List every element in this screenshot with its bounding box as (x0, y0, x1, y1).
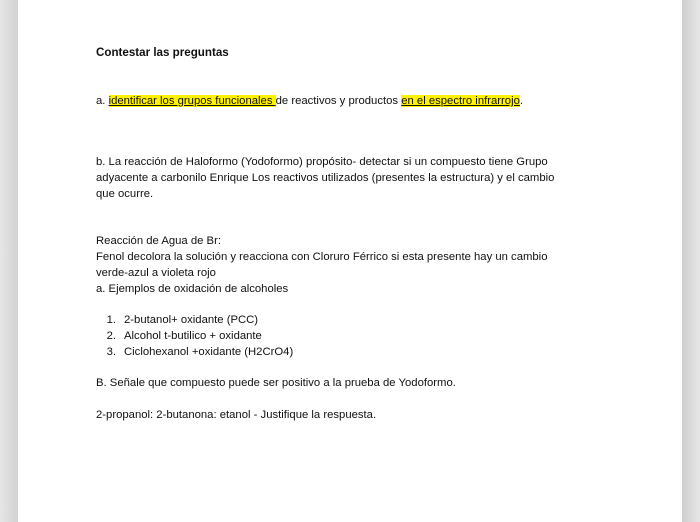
section-line-1: Reacción de Agua de Br: (96, 235, 221, 247)
list-item-text: Ciclohexanol +oxidante (H2CrO4) (124, 346, 294, 358)
question-a-end: . (519, 95, 524, 107)
section-line-4: a. Ejemplos de oxidación de alcoholes (96, 283, 289, 295)
page-title: Contestar las preguntas (96, 46, 229, 59)
question-a-highlight-1: identificar los grupos funcionales (108, 95, 276, 107)
list-item-number: 1. (106, 314, 116, 326)
list-item (94, 328, 262, 344)
question-b-line-2: adyacente a carbonilo Enrique Los reactivos utilizados (presentes la estructura) y el cambio (96, 172, 555, 184)
list-item (94, 344, 293, 360)
list-item-text: 2-butanol+ oxidante (PCC) (124, 314, 259, 326)
section-line-3: verde-azul a violeta rojo (96, 267, 216, 279)
justify-line: 2-propanol: 2-butanona: etanol - Justifique la respuesta. (96, 409, 377, 421)
question-a (96, 93, 523, 109)
question-a-middle: de reactivos y productos (275, 95, 402, 107)
list-item-number: 3. (106, 346, 116, 358)
section-line-2: Fenol decolora la solución y reacciona con Cloruro Férrico si esta presente hay un cambio (96, 251, 548, 263)
list-item-text: Alcohol t-butilico + oxidante (124, 330, 262, 342)
question-b-line-3: que ocurre. (96, 188, 154, 200)
question-b-line-1: b. La reacción de Haloformo (Yodoformo) propósito- detectar si un compuesto tiene Grupo (96, 156, 548, 168)
right-edge-shadow (682, 0, 700, 522)
question-a-highlight-2: en el espectro infrarrojo (401, 95, 520, 107)
left-edge-shadow (0, 0, 18, 522)
question-b (96, 154, 554, 202)
list-item (94, 312, 258, 328)
bromine-water-section (96, 233, 547, 297)
question-a-prefix: a. (96, 95, 109, 107)
list-item-number: 2. (106, 330, 116, 342)
question-B: B. Señale que compuesto puede ser positivo a la prueba de Yodoformo. (96, 377, 456, 389)
